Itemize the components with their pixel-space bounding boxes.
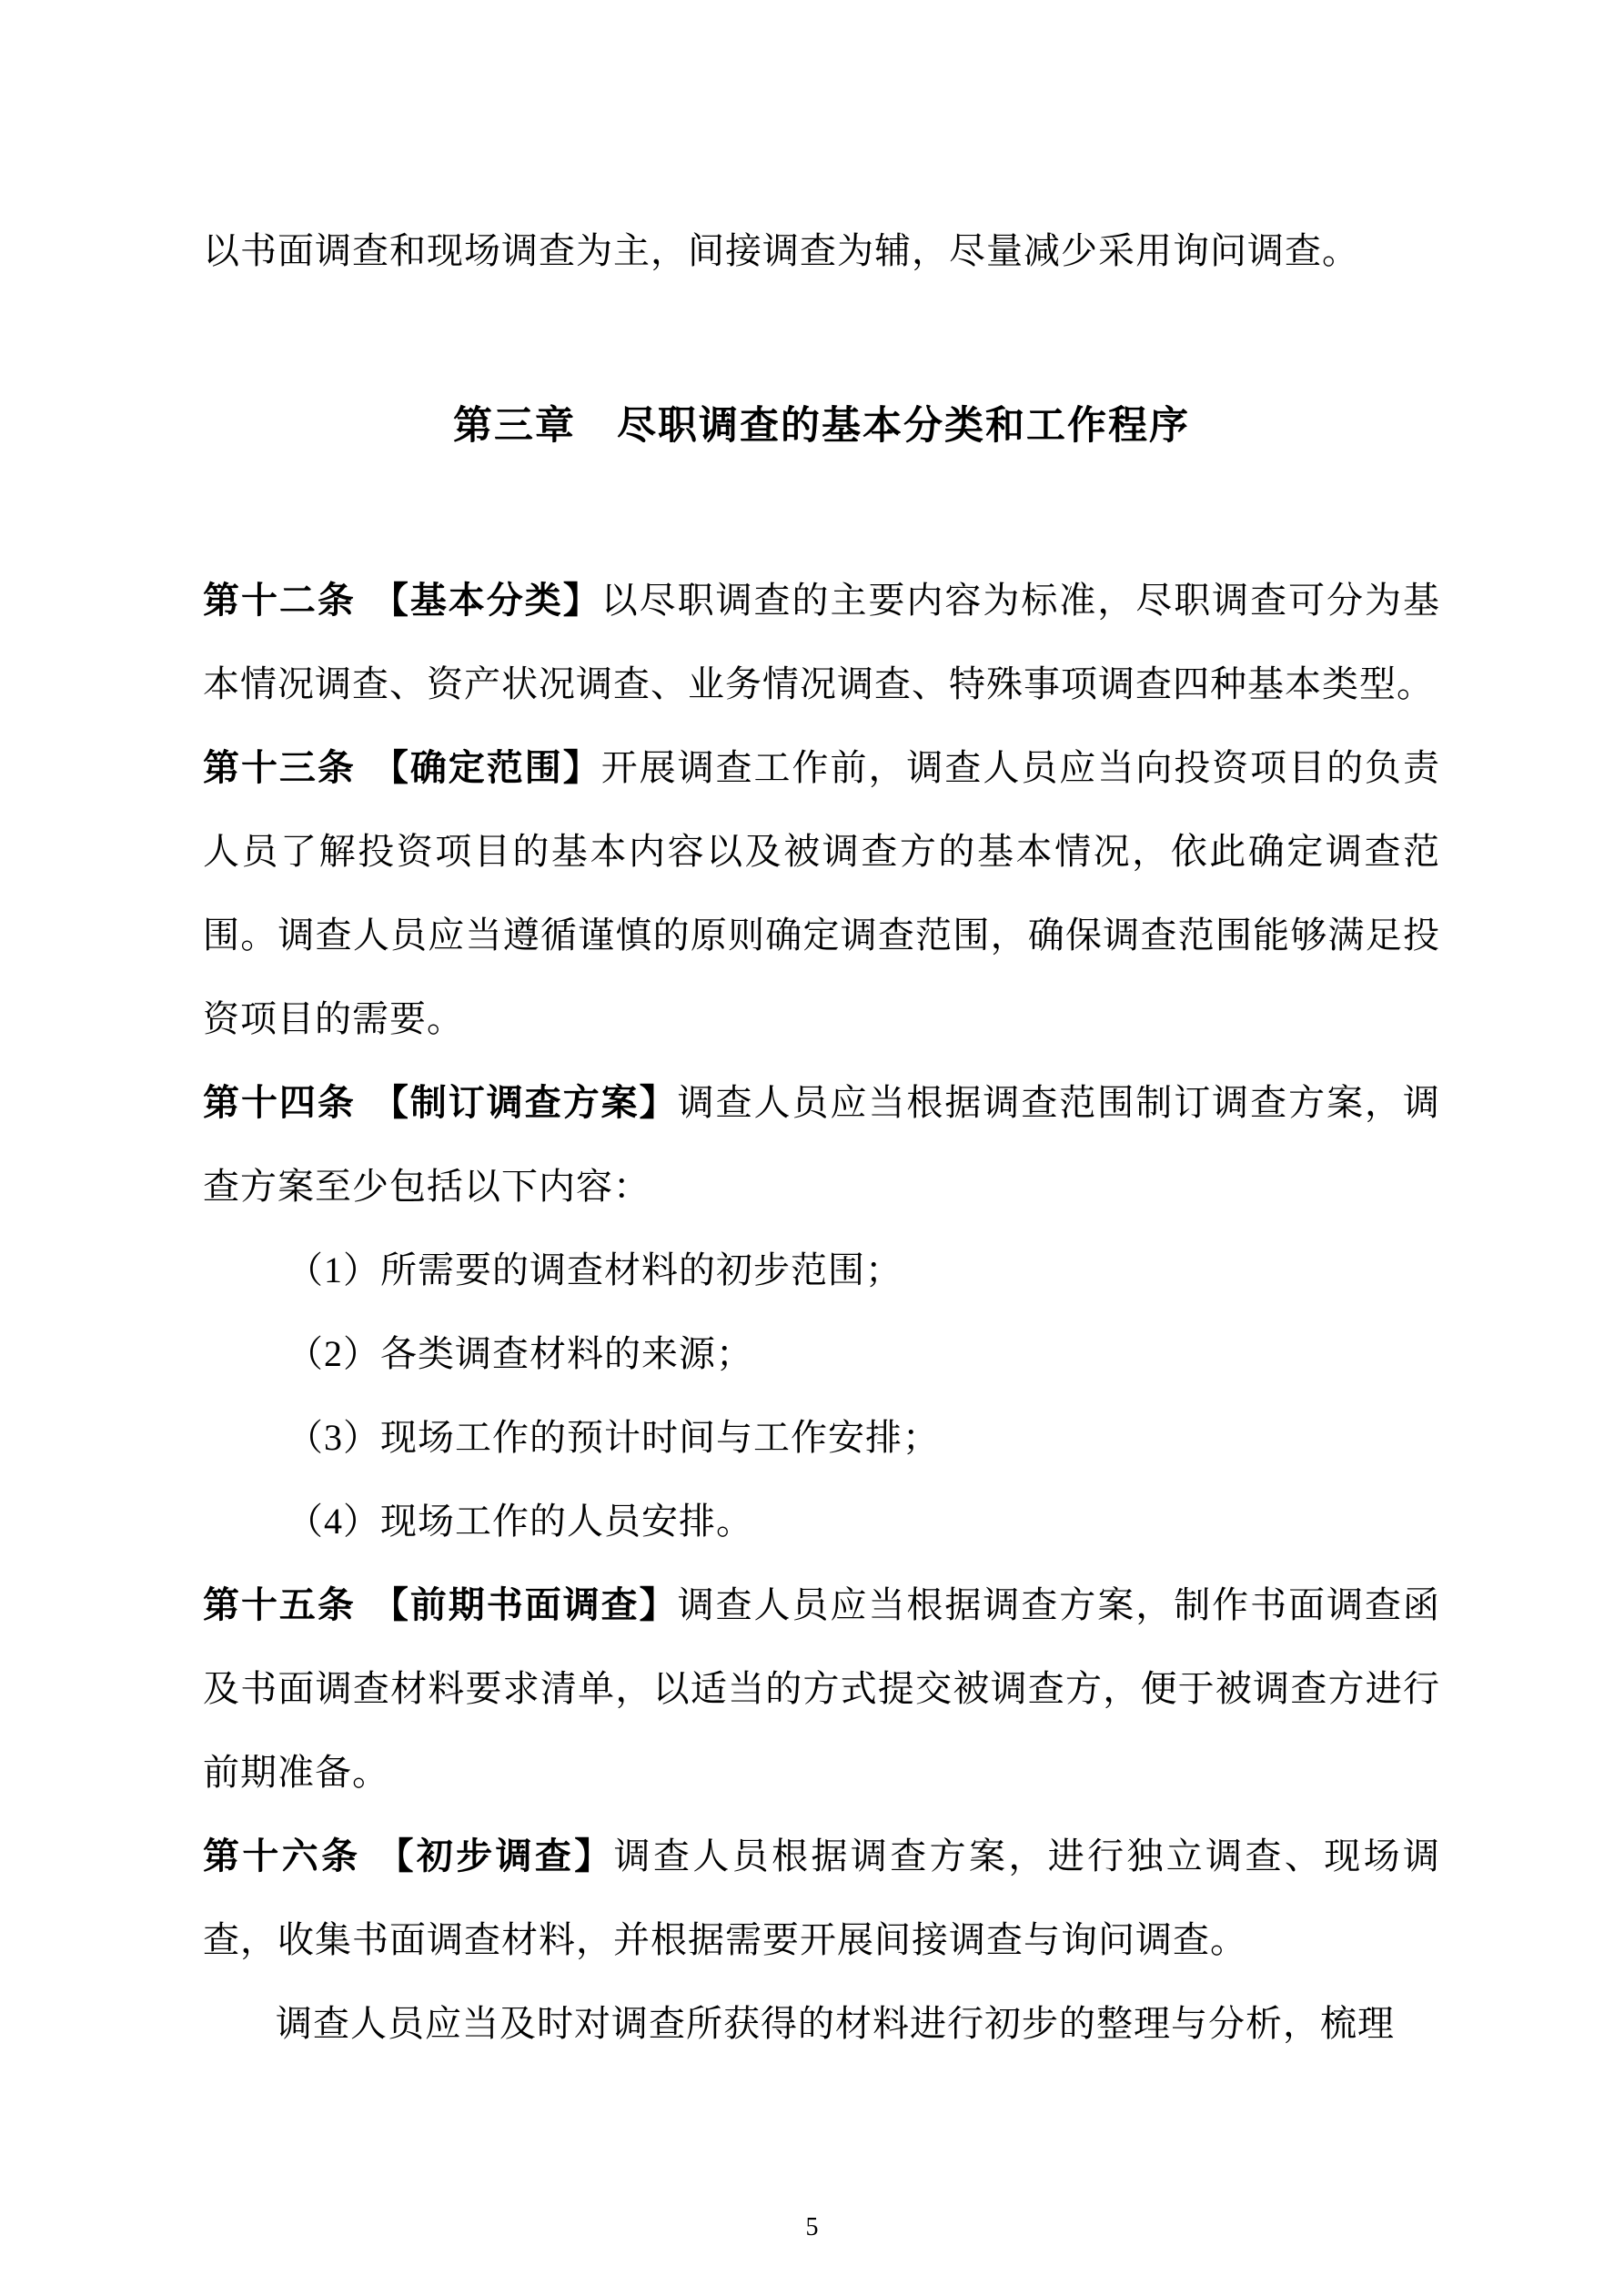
article-12-number: 第十二条 <box>203 580 356 621</box>
article-13-number: 第十三条 <box>203 747 356 788</box>
article-15 <box>203 1563 1440 1815</box>
list-item-3: （3）现场工作的预计时间与工作安排； <box>287 1417 940 1458</box>
article-13-title: 【确定范围】 <box>371 747 601 788</box>
article-12-text: 以尽职调查的主要内容为标准，尽职调查可分为基本情况调查、资产状况调查、业务情况调查、特殊事项调查四种基本类型。 <box>203 580 1441 704</box>
paragraph-continuation <box>203 209 1440 293</box>
article-12-title: 【基本分类】 <box>371 580 601 621</box>
page-number: 5 <box>805 2213 819 2241</box>
list-item-2: （2）各类调查材料的来源； <box>287 1333 753 1374</box>
chapter-heading: 第三章 尽职调查的基本分类和工作程序 <box>453 405 1190 448</box>
article-16-text: 调查人员根据调查方案，进行独立调查、现场调查，收集书面调查材料，并根据需要开展间接调查与询问调查。 <box>203 1836 1441 1960</box>
article-14 <box>203 1061 1440 1229</box>
list-item-1: （1）所需要的调查材料的初步范围； <box>287 1249 903 1290</box>
article-15-text: 调查人员应当根据调查方案，制作书面调查函及书面调查材料要求清单，以适当的方式提交被调查方，便于被调查方进行前期准备。 <box>203 1584 1441 1793</box>
list-item-4: （4）现场工作的人员安排。 <box>287 1501 753 1542</box>
article-15-number: 第十五条 <box>203 1584 356 1625</box>
article-16-number: 第十六条 <box>203 1836 361 1876</box>
article-13 <box>203 726 1440 1061</box>
closing-paragraph: 调查人员应当及时对调查所获得的材料进行初步的整理与分析，梳理 <box>276 2003 1395 2044</box>
article-14-number: 第十四条 <box>203 1082 356 1123</box>
paragraph-continuation-text: 以书面调查和现场调查为主，间接调查为辅，尽量减少采用询问调查。 <box>203 230 1359 271</box>
article-16 <box>203 1815 1440 1982</box>
article-15-title: 【前期书面调查】 <box>371 1584 678 1625</box>
article-14-text: 调查人员应当根据调查范围制订调查方案，调查方案至少包括以下内容： <box>203 1082 1441 1207</box>
article-14-title: 【制订调查方案】 <box>371 1082 678 1123</box>
article-13-text: 开展调查工作前，调查人员应当向投资项目的负责人员了解投资项目的基本内容以及被调查方的基本情况，依此确定调查范围。调查人员应当遵循谨慎的原则确定调查范围，确保调查范围能够满足投资项目的需要。 <box>203 747 1441 1039</box>
article-12 <box>203 559 1440 726</box>
article-16-title: 【初步调查】 <box>377 1836 614 1876</box>
